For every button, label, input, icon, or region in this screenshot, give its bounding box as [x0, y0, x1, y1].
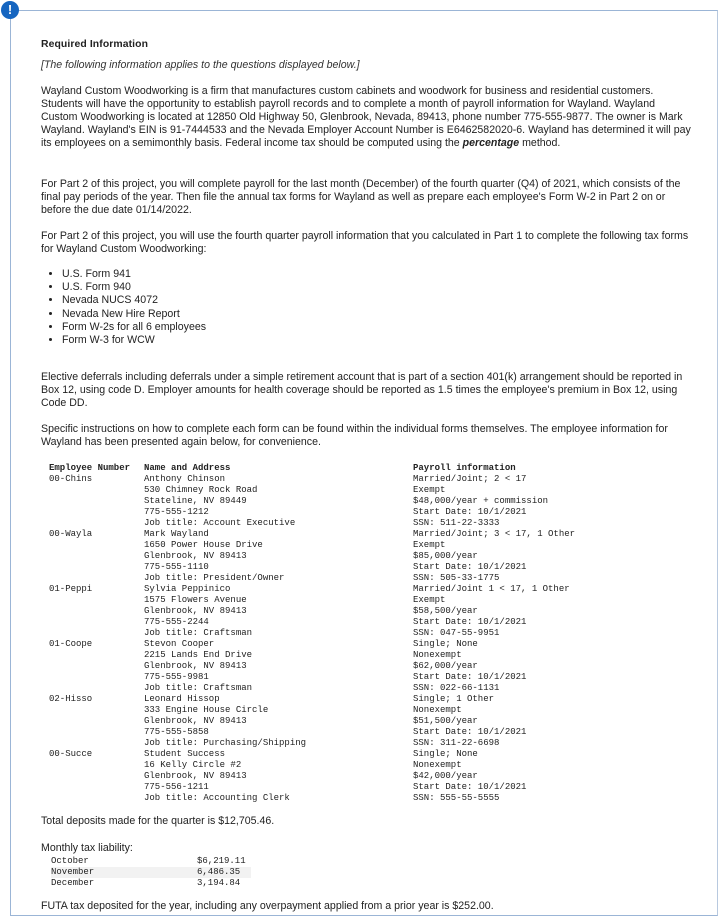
payroll-line: Start Date: 10/1/2021	[413, 727, 527, 737]
address-line: Glenbrook, NV 89413	[144, 661, 247, 671]
futa-statement: FUTA tax deposited for the year, including any overpayment applied from a prior year is $252.00.	[41, 900, 494, 912]
payroll-line: Exempt	[413, 595, 446, 605]
payroll-line: Start Date: 10/1/2021	[413, 507, 527, 517]
payroll-line: $48,000/year + commission	[413, 496, 549, 506]
payroll-line: SSN: 511-22-3333	[413, 518, 500, 528]
employee-payroll-info	[413, 749, 526, 804]
alert-icon: !	[1, 1, 19, 19]
address-line: Anthony Chinson	[144, 474, 226, 484]
payroll-line: $51,500/year	[413, 716, 478, 726]
address-line: Mark Wayland	[144, 529, 209, 539]
address-line: 530 Chimney Rock Road	[144, 485, 258, 495]
payroll-line: Start Date: 10/1/2021	[413, 672, 527, 682]
intro-text-before: Wayland Custom Woodworking is a firm that manufactures custom cabinets and woodwork for business and residential customers. Students will have the opportunity to establish payroll records and to complete a month of payroll information for Wayland. Wayland Custom Woodworking is located at 12850 Old Highway 50, Glenbrook, Nevada, 89413, phone number 775-555-9877. The owner is Mark Wayland. Wayland's EIN is 91-7444533 and the Nevada Employer Account Number is E6462582020-6. Wayland has determined it will pay its employees on a semimonthly basis. Federal income tax should be computed using the	[41, 85, 691, 149]
address-line: Student Success	[144, 749, 226, 759]
header-employee-number: Employee Number	[49, 463, 131, 473]
list-item: • Nevada NUCS 4072	[62, 294, 206, 307]
address-line: 1575 Flowers Avenue	[144, 595, 247, 605]
tax-forms-list	[41, 268, 206, 347]
address-line: Stevon Cooper	[144, 639, 215, 649]
payroll-line: SSN: 047-55-9951	[413, 628, 500, 638]
list-item: • U.S. Form 941	[62, 268, 206, 281]
employee-number: 00-Chins	[49, 474, 93, 484]
payroll-line: $42,000/year	[413, 771, 478, 781]
employee-address	[144, 749, 290, 804]
tax-month: December	[51, 878, 95, 888]
payroll-line: Married/Joint; 2 < 17	[413, 474, 527, 484]
address-line: Leonard Hissop	[144, 694, 220, 704]
employee-payroll-info	[413, 639, 526, 694]
employee-number: 00-Succe	[49, 749, 93, 759]
intro-emphasis: percentage	[462, 137, 520, 149]
employee-number: 01-Peppi	[49, 584, 93, 594]
employee-payroll-info	[413, 584, 570, 639]
header-name-address: Name and Address	[144, 463, 231, 473]
address-line: 775-556-1211	[144, 782, 209, 792]
list-item: • Form W-3 for WCW	[62, 334, 206, 347]
address-line: 16 Kelly Circle #2	[144, 760, 242, 770]
address-line: Glenbrook, NV 89413	[144, 716, 247, 726]
employee-address	[144, 474, 295, 529]
address-line: Job title: Craftsman	[144, 683, 253, 693]
list-item: • Nevada New Hire Report	[62, 308, 206, 321]
payroll-line: SSN: 311-22-6698	[413, 738, 500, 748]
required-information-panel	[10, 10, 718, 916]
deferrals-paragraph: Elective deferrals including deferrals under a simple retirement account that is part of a section 401(k) arrangement should be reported in Box 12, using code D. Employer amounts for health coverage should be reported as 1.5 times the employee's premium in Box 12, using Code DD.	[41, 371, 683, 409]
employee-address	[144, 639, 252, 694]
tax-amount: $6,219.11	[197, 856, 246, 866]
tax-amount: 3,194.84	[197, 878, 241, 888]
employee-number: 02-Hisso	[49, 694, 93, 704]
intro-paragraph	[41, 85, 691, 150]
payroll-line: SSN: 022-66-1131	[413, 683, 500, 693]
payroll-line: Exempt	[413, 485, 446, 495]
payroll-line: Nonexempt	[413, 650, 462, 660]
part2-paragraph-1: For Part 2 of this project, you will complete payroll for the last month (December) of the fourth quarter (Q4) of 2021, which consists of the final pay periods of the year. Then file the annual tax forms for Wayland as well as prepare each employee's Form W-2 in Part 2 on or before the due date 01/14/2022.	[41, 178, 681, 216]
payroll-line: $85,000/year	[413, 551, 478, 561]
table-row	[51, 856, 251, 867]
instructions-paragraph: Specific instructions on how to complete each form can be found within the individual forms themselves. The employee information for Wayland has been presented again below, for convenience.	[41, 423, 668, 448]
address-line: Job title: Account Executive	[144, 518, 296, 528]
address-line: 775-555-2244	[144, 617, 209, 627]
payroll-line: $58,500/year	[413, 606, 478, 616]
payroll-line: Start Date: 10/1/2021	[413, 782, 527, 792]
payroll-line: Single; 1 Other	[413, 694, 495, 704]
payroll-line: Start Date: 10/1/2021	[413, 562, 527, 572]
table-row	[51, 867, 251, 878]
payroll-line: Single; None	[413, 639, 478, 649]
address-line: Stateline, NV 89449	[144, 496, 247, 506]
employee-number: 00-Wayla	[49, 529, 93, 539]
address-line: Sylvia Peppinico	[144, 584, 231, 594]
list-item: • U.S. Form 940	[62, 281, 206, 294]
header-payroll-info: Payroll information	[413, 463, 516, 473]
address-line: 775-555-1110	[144, 562, 209, 572]
payroll-line: Nonexempt	[413, 760, 462, 770]
employee-address	[144, 529, 284, 584]
payroll-line: Exempt	[413, 540, 446, 550]
payroll-line: Married/Joint; 3 < 17, 1 Other	[413, 529, 576, 539]
payroll-line: Single; None	[413, 749, 478, 759]
payroll-line: Start Date: 10/1/2021	[413, 617, 527, 627]
payroll-line: SSN: 505-33-1775	[413, 573, 500, 583]
address-line: Job title: President/Owner	[144, 573, 285, 583]
address-line: Glenbrook, NV 89413	[144, 606, 247, 616]
address-line: 775-555-1212	[144, 507, 209, 517]
list-item: • Form W-2s for all 6 employees	[62, 321, 206, 334]
employee-number: 01-Coope	[49, 639, 93, 649]
monthly-tax-label: Monthly tax liability:	[41, 842, 133, 854]
employee-address	[144, 694, 306, 749]
address-line: 333 Engine House Circle	[144, 705, 269, 715]
tax-amount: 6,486.35	[197, 867, 241, 877]
payroll-line: SSN: 555-55-5555	[413, 793, 500, 803]
employee-payroll-info	[413, 529, 575, 584]
tax-month: October	[51, 856, 89, 866]
address-line: Job title: Craftsman	[144, 628, 253, 638]
address-line: Job title: Purchasing/Shipping	[144, 738, 307, 748]
payroll-line: Married/Joint 1 < 17, 1 Other	[413, 584, 570, 594]
payroll-line: $62,000/year	[413, 661, 478, 671]
address-line: 2215 Lands End Drive	[144, 650, 253, 660]
panel-title: Required Information	[41, 39, 149, 50]
tax-month: November	[51, 867, 95, 877]
address-line: 1650 Power House Drive	[144, 540, 263, 550]
panel-subtitle: [The following information applies to the questions displayed below.]	[41, 59, 360, 71]
total-deposits: Total deposits made for the quarter is $12,705.46.	[41, 815, 275, 827]
monthly-tax-table	[51, 856, 251, 889]
employee-payroll-info	[413, 474, 548, 529]
address-line: 775-555-5858	[144, 727, 209, 737]
address-line: Glenbrook, NV 89413	[144, 771, 247, 781]
table-row	[51, 878, 251, 889]
intro-text-after: method.	[519, 137, 561, 149]
address-line: Glenbrook, NV 89413	[144, 551, 247, 561]
address-line: 775-555-9981	[144, 672, 209, 682]
employee-address	[144, 584, 252, 639]
address-line: Job title: Accounting Clerk	[144, 793, 290, 803]
payroll-line: Nonexempt	[413, 705, 462, 715]
employee-payroll-info	[413, 694, 526, 749]
part2-paragraph-2: For Part 2 of this project, you will use the fourth quarter payroll information that you calculated in Part 1 to complete the following tax forms for Wayland Custom Woodworking:	[41, 230, 689, 255]
